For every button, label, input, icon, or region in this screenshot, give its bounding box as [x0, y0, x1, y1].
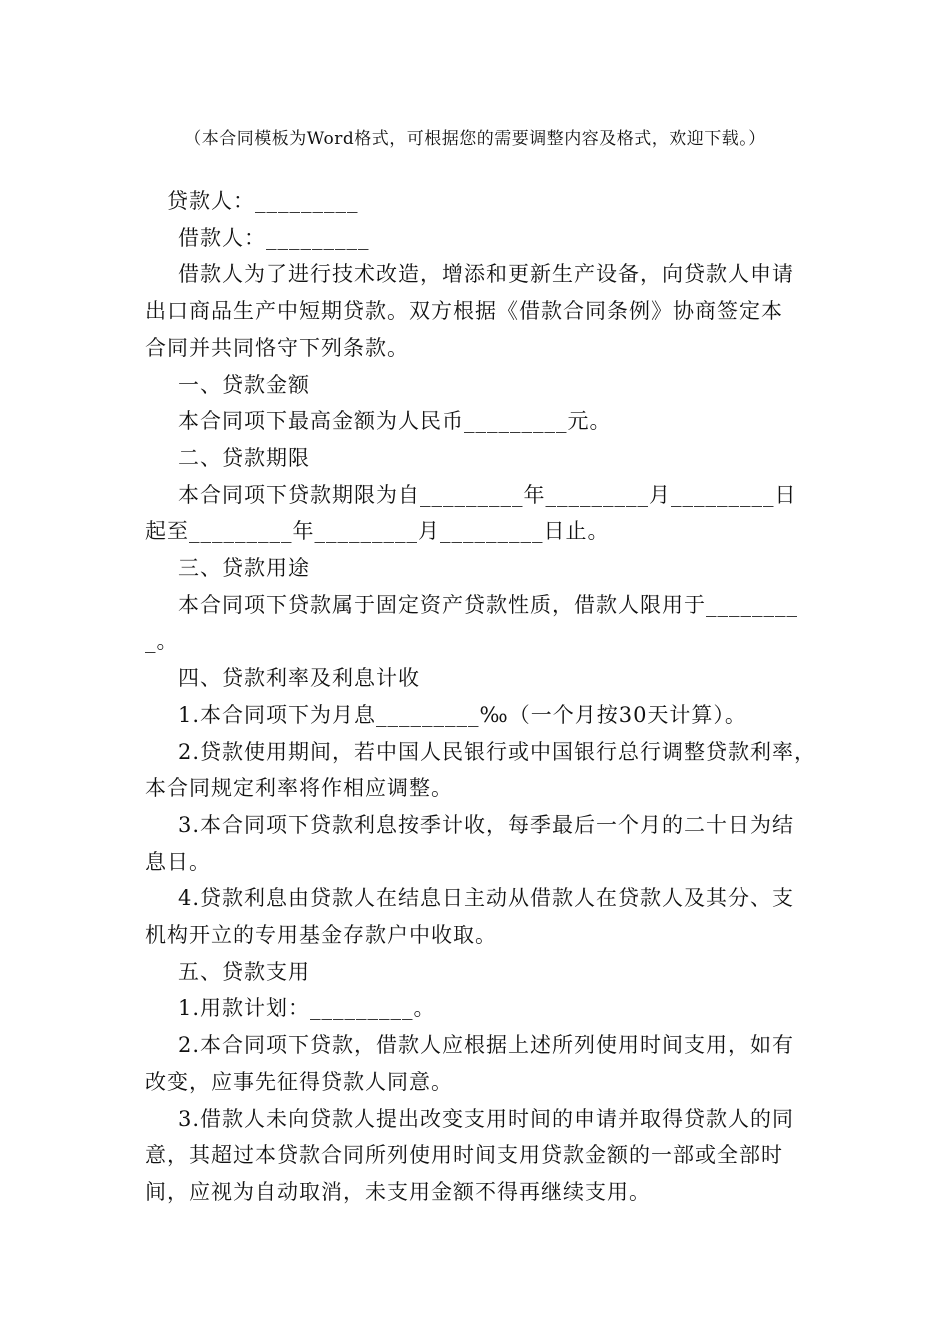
contract-line: 合同并共同恪守下列条款。 [145, 335, 409, 360]
contract-line: 间，应视为自动取消，未支用金额不得再继续支用。 [145, 1179, 651, 1204]
contract-line: 4.贷款利息由贷款人在结息日主动从借款人在贷款人及其分、支 [178, 886, 795, 911]
contract-line: 意，其超过本贷款合同所列使用时间支用贷款金额的一部或全部时 [145, 1143, 783, 1168]
contract-line: 四、贷款利率及利息计收 [178, 666, 420, 691]
contract-line: 2.贷款使用期间，若中国人民银行或中国银行总行调整贷款利率， [178, 739, 817, 764]
contract-line: 改变，应事先征得贷款人同意。 [145, 1069, 453, 1094]
contract-line: _。 [145, 629, 179, 654]
contract-line: 一、贷款金额 [178, 372, 310, 397]
contract-line: 本合同项下贷款期限为自_________年_________月_________日 [178, 482, 797, 507]
contract-line: 三、贷款用途 [178, 556, 310, 580]
contract-line: 五、贷款支用 [178, 959, 310, 984]
contract-line: 借款人：_________ [178, 225, 370, 250]
contract-line: 借款人为了进行技术改造，增添和更新生产设备，向贷款人申请 [178, 262, 794, 287]
contract-line: 本合同规定利率将作相应调整。 [145, 776, 453, 801]
contract-line: 3.本合同项下贷款利息按季计收，每季最后一个月的二十日为结 [178, 812, 795, 837]
contract-line: 1.本合同项下为月息_________‰（一个月按30天计算）。 [178, 702, 747, 727]
contract-line: 本合同项下最高金额为人民币_________元。 [178, 409, 612, 434]
contract-line: 出口商品生产中短期贷款。双方根据《借款合同条例》协商签定本 [145, 299, 783, 324]
contract-line: 机构开立的专用基金存款户中收取。 [145, 923, 497, 947]
contract-line: 贷款人：_________ [167, 189, 359, 213]
contract-line: 息日。 [145, 849, 211, 874]
contract-line: 二、贷款期限 [178, 445, 310, 470]
contract-line: 本合同项下贷款属于固定资产贷款性质，借款人限用于________ [178, 592, 798, 617]
contract-line: 2.本合同项下贷款，借款人应根据上述所列使用时间支用，如有 [178, 1033, 795, 1058]
contract-line: 1.用款计划：_________。 [178, 996, 436, 1021]
template-note: （本合同模板为Word格式，可根据您的需要调整内容及格式，欢迎下载。） [184, 129, 766, 149]
contract-line: 起至_________年_________月_________日止。 [145, 519, 610, 544]
contract-line: 3.借款人未向贷款人提出改变支用时间的申请并取得贷款人的同 [178, 1106, 795, 1131]
